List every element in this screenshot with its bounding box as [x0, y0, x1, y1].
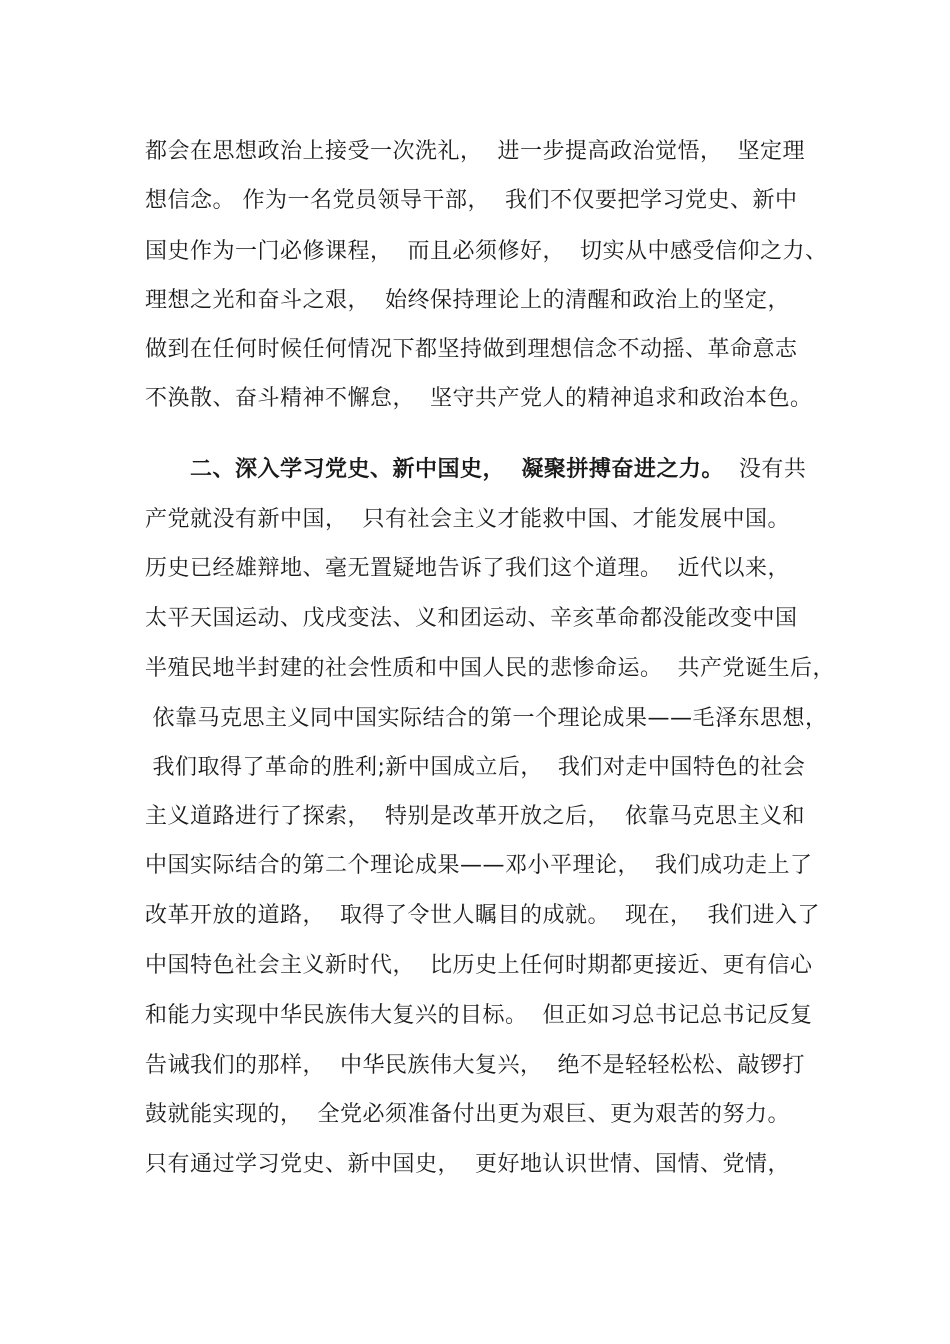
- paragraph2-line-2: 历史已经雄辩地、毫无置疑地告诉了我们这个道理。 近代以来，: [145, 556, 790, 581]
- paragraph2-line-5: 依靠马克思主义同中国实际结合的第一个理论成果——毛泽东思想，: [145, 706, 828, 731]
- paragraph1-line-3: 国史作为一门必修课程， 而且必须修好， 切实从中感受信仰之力、: [145, 239, 828, 264]
- paragraph2-line-8: 中国实际结合的第二个理论成果——邓小平理论， 我们成功走上了: [145, 853, 813, 878]
- paragraph2-line-3: 太平天国运动、戊戌变法、义和团运动、辛亥革命都没能改变中国: [145, 606, 798, 631]
- section-heading-tail: 没有共: [723, 457, 807, 482]
- section-heading-line: [190, 455, 806, 485]
- paragraph2-line-10: 中国特色社会主义新时代， 比历史上任何时期都更接近、更有信心: [145, 953, 813, 978]
- paragraph2-line-14: 只有通过学习党史、新中国史， 更好地认识世情、国情、党情，: [145, 1152, 790, 1177]
- paragraph1-line-5: 做到在任何时候任何情况下都坚持做到理想信念不动摇、革命意志: [145, 337, 798, 362]
- paragraph2-line-4: 半殖民地半封建的社会性质和中国人民的悲惨命运。 共产党诞生后，: [145, 656, 835, 681]
- paragraph1-line-4: 理想之光和奋斗之艰， 始终保持理论上的清醒和政治上的坚定，: [145, 288, 790, 313]
- paragraph2-line-11: 和能力实现中华民族伟大复兴的目标。 但正如习总书记总书记反复: [145, 1003, 813, 1028]
- section-heading: 二、深入学习党史、新中国史， 凝聚拼搏奋进之力。: [190, 457, 724, 482]
- paragraph2-line-13: 鼓就能实现的， 全党必须准备付出更为艰巨、更为艰苦的努力。: [145, 1102, 790, 1127]
- paragraph1-line-1: 都会在思想政治上接受一次洗礼， 进一步提高政治觉悟， 坚定理: [145, 139, 805, 164]
- paragraph2-line-7: 主义道路进行了探索， 特别是改革开放之后， 依靠马克思主义和: [145, 804, 805, 829]
- paragraph1-line-2: 想信念。 作为一名党员领导干部， 我们不仅要把学习党史、新中: [145, 188, 798, 213]
- paragraph1-line-6: 不涣散、奋斗精神不懈怠， 坚守共产党人的精神追求和政治本色。: [145, 386, 813, 411]
- paragraph2-line-1: 产党就没有新中国， 只有社会主义才能救中国、才能发展中国。: [145, 507, 790, 532]
- paragraph2-line-12: 告诫我们的那样， 中华民族伟大复兴， 绝不是轻轻松松、敲锣打: [145, 1053, 805, 1078]
- paragraph2-line-9: 改革开放的道路， 取得了令世人瞩目的成就。 现在， 我们进入了: [145, 903, 820, 928]
- paragraph2-line-6: 我们取得了革命的胜利;新中国成立后， 我们对走中国特色的社会: [145, 755, 806, 780]
